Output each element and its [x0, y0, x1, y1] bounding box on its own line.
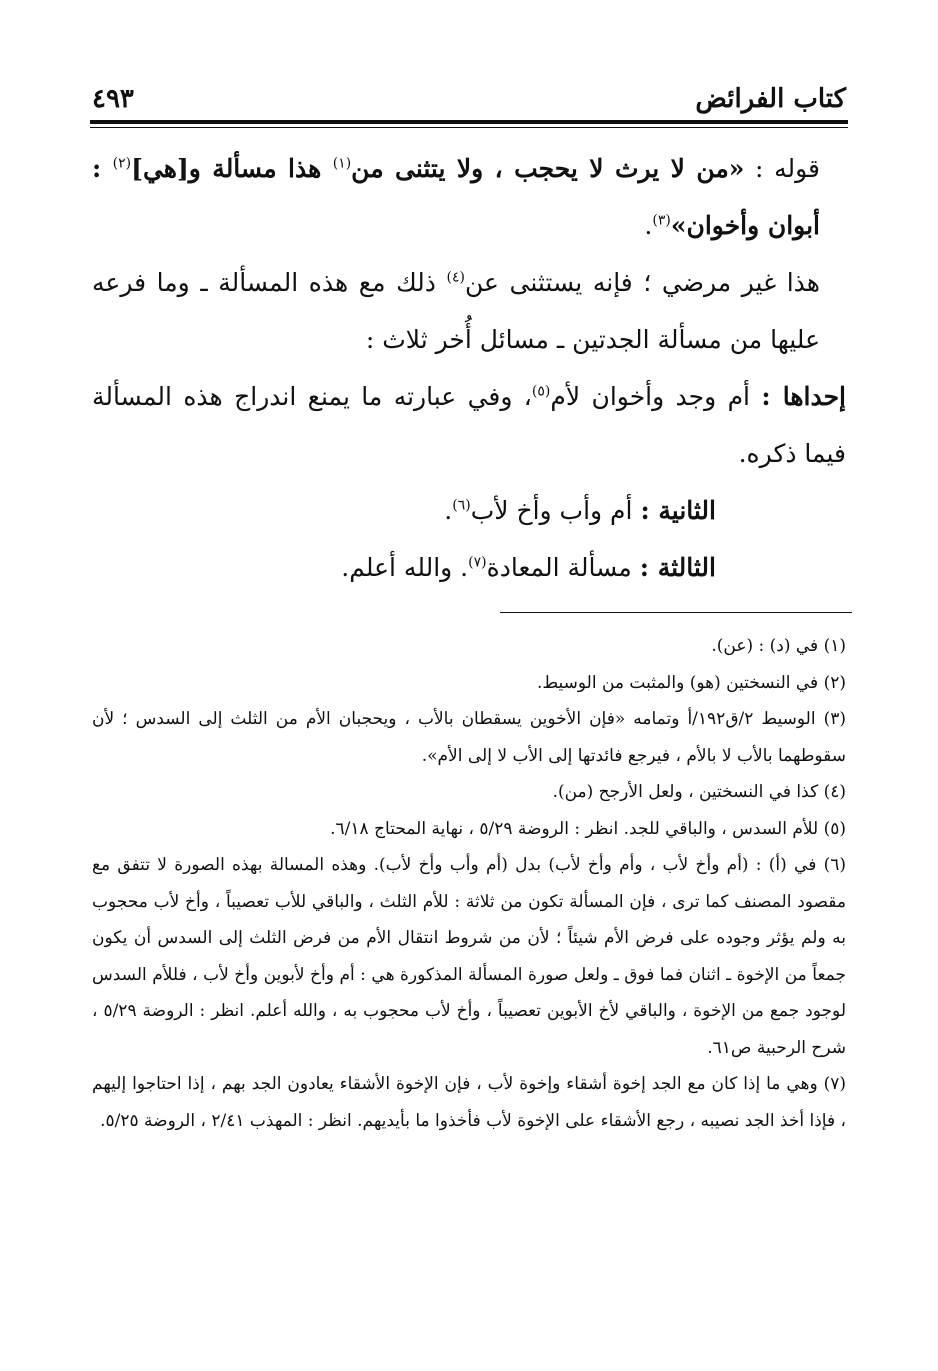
footnote-ref: (٧): [468, 554, 487, 571]
footnote: (٦) في (أ) : (أم وأخ لأب ، وأم وأخ لأب) بدل (أم وأب وأخ لأب). وهذه المسالة بهذه الصورة لا تتفق مع مقصود المصنف كما ترى ، فإن المسألة تكون من ثلاثة : للأم الثلث ، والباقي للأب تعصيباً ، وأخ لأب محجوب به ولم يؤثر وجوده على فرض الأم شيئاً ؛ لأن من شروط انتقال الأم من فرض الثلث إلى السدس أن يكون جمعاً من الإخوة ـ اثنان فما فوق ـ ولعل صورة المسألة المذكورة هي : أم وأخ لأبوين وأخ لأب ، فللأم السدس لوجود جمع من الإخوة ، والباقي لأخ الأبوين تعصيباً ، وأخ لأب محجوب به ، والله أعلم. انظر : الروضة ٥/٢٩ ، شرح الرحبية ص٦١.: [92, 855, 847, 1058]
footnote-ref: (٢): [112, 155, 132, 172]
footnote: (٥) للأم السدس ، والباقي للجد. انظر : الروضة ٥/٢٩ ، نهاية المحتاج ٦/١٨.: [330, 818, 846, 839]
item-label: الثالثة :: [639, 553, 716, 582]
quote-paragraph: قوله : «من لا يرث لا يحجب ، ولا يتثنى من$^{(١)}$ هذا مسألة و[هي]$^{(٢)}$ : أبوان وأخوان»$^{(٣)}$.: [92, 154, 820, 240]
commentary-paragraph: هذا غير مرضي ؛ فإنه يستثنى عن$^{(٤)}$ ذلك مع هذه المسألة ـ وما فرعه عليها من مسألة الجدتين ـ مسائل أُخر ثلاث :: [92, 268, 820, 354]
footnote-ref: (٦): [452, 497, 471, 514]
footnote-ref: (١): [332, 155, 352, 172]
footnote: (١) في (د) : (عن).: [711, 636, 846, 656]
page-header: [92, 82, 846, 118]
footnotes: [92, 628, 846, 1139]
item-label: الثانية :: [640, 496, 716, 525]
header-rule-thin: [90, 127, 848, 128]
footnote: (٢) في النسختين (هو) والمثبت من الوسيط.: [536, 672, 846, 693]
item-first: إحداها : أم وجد وأخوان لأم$^{(٥)}$، وفي عبارته ما يمنع اندراج هذه المسألة فيما ذكره.: [92, 382, 847, 468]
footnote: (٧) وهي ما إذا كان مع الجد إخوة أشقاء وإخوة لأب ، فإن الإخوة الأشقاء يعادون الجد بهم ، إذا احتاجوا إليهم ، فإذا أخذ الجد نصيبه ، رجع الأشقاء على الإخوة لأب فأخذوا ما بأيديهم. انظر : المهذب ٢/٤١ ، الروضة ٥/٢٥.: [92, 1074, 846, 1131]
item-second: الثانية : أم وأب وأخ لأب$^{(٦)}$.: [444, 496, 716, 525]
item-third: الثالثة : مسألة المعادة$^{(٧)}$. والله أعلم.: [341, 553, 716, 582]
footnote-ref: (٣): [652, 212, 671, 229]
footnote: (٣) الوسيط ٢/ق١٩٢/أ وتمامه «فإن الأخوين يسقطان بالأب ، ويحجبان الأم من الثلث إلى السدس ؛ لأن سقوطهما بالأب لا بالأم ، فيرجع فائدتها إلى الأب لا إلى الأم».: [92, 709, 846, 766]
footnote-separator: [500, 612, 852, 613]
quoted-text: «من لا يرث لا يحجب ، ولا يتثنى من: [351, 154, 745, 183]
footnote: (٤) كذا في النسختين ، ولعل الأرجح (من).: [552, 782, 846, 802]
main-text: [92, 140, 846, 596]
item-label: إحداها :: [761, 382, 847, 411]
page-number: ٤٩٣: [92, 84, 134, 114]
footnote-ref: (٥): [531, 383, 551, 400]
header-rule-thick: [90, 120, 848, 124]
chapter-title: كتاب الفرائض: [695, 84, 846, 114]
footnote-ref: (٤): [446, 269, 465, 286]
